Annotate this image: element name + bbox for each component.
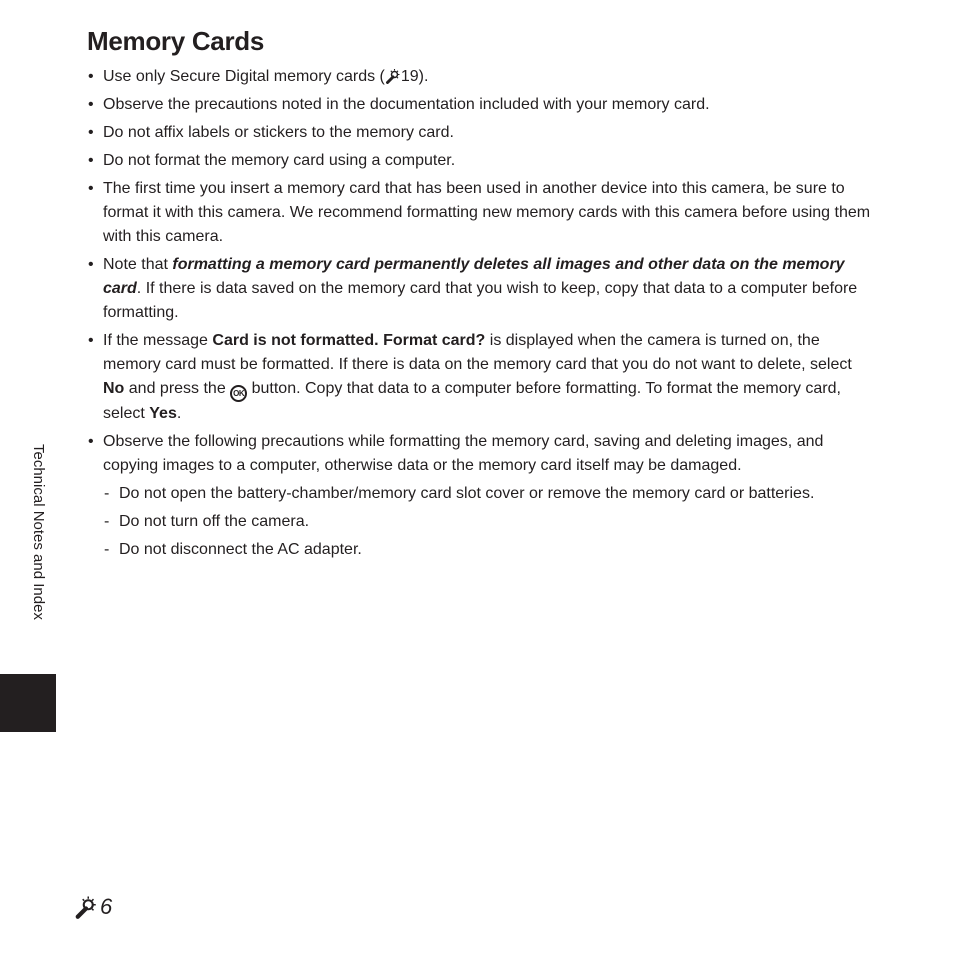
page-reference: 19 [400, 68, 419, 85]
menu-option-yes: Yes [149, 405, 177, 422]
precautions-list [87, 65, 877, 566]
list-item: • Observe the precautions noted in the documentation included with your memory card. [87, 93, 877, 117]
sub-precautions-list [103, 482, 877, 562]
list-item: • Observe the following precautions while formatting the memory card, saving and deleting images, and copying images to a computer, otherwise data or the memory card itself may be damaged. - Do not open the battery-chamber/memory card slot cover or remove the memory card or batteries. - Do not turn off the camera. - Do not disconnect the AC adapter. [87, 430, 877, 562]
bullet-text: Use only Secure Digital memory cards ( [103, 68, 385, 85]
warning-emphasis: formatting a memory card permanently deletes all images and other data on the memory card [103, 256, 845, 297]
page-title: Memory Cards [87, 26, 265, 56]
list-item: • If the message Card is not formatted. Format card? is displayed when the camera is turned on, the memory card must be formatted. If there is data on the memory card that you do not want to delete, select No and press the OK button. Copy that data to a computer before formatting. To format the memory card, select Yes. [87, 329, 877, 426]
tools-reference-icon [385, 68, 401, 84]
list-item: • Do not affix labels or stickers to the memory card. [87, 121, 877, 145]
list-item: • Do not format the memory card using a computer. [87, 149, 877, 173]
list-item: • Use only Secure Digital memory cards ( 19). [87, 65, 877, 89]
camera-message: Card is not formatted. Format card? [212, 332, 486, 349]
tools-reference-icon [74, 895, 98, 919]
page-number-value: 6 [100, 894, 113, 919]
list-item: • Note that formatting a memory card permanently deletes all images and other data on the memory card. If there is data saved on the memory card that you wish to keep, copy that data to a computer before formatting. [87, 253, 877, 325]
sub-list-item: - Do not disconnect the AC adapter. [103, 538, 877, 562]
section-tab-label: Technical Notes and Index [30, 444, 47, 620]
sub-list-item: - Do not open the battery-chamber/memory card slot cover or remove the memory card or batteries. [103, 482, 877, 506]
sub-list-item: - Do not turn off the camera. [103, 510, 877, 534]
page-number [74, 893, 112, 921]
section-tab-marker [0, 674, 56, 732]
menu-option-no: No [103, 380, 125, 397]
list-item: • The first time you insert a memory card that has been used in another device into this camera, be sure to format it with this camera. We recommend formatting new memory cards with this camera before using them with this camera. [87, 177, 877, 249]
ok-button-icon: OK [230, 385, 247, 402]
